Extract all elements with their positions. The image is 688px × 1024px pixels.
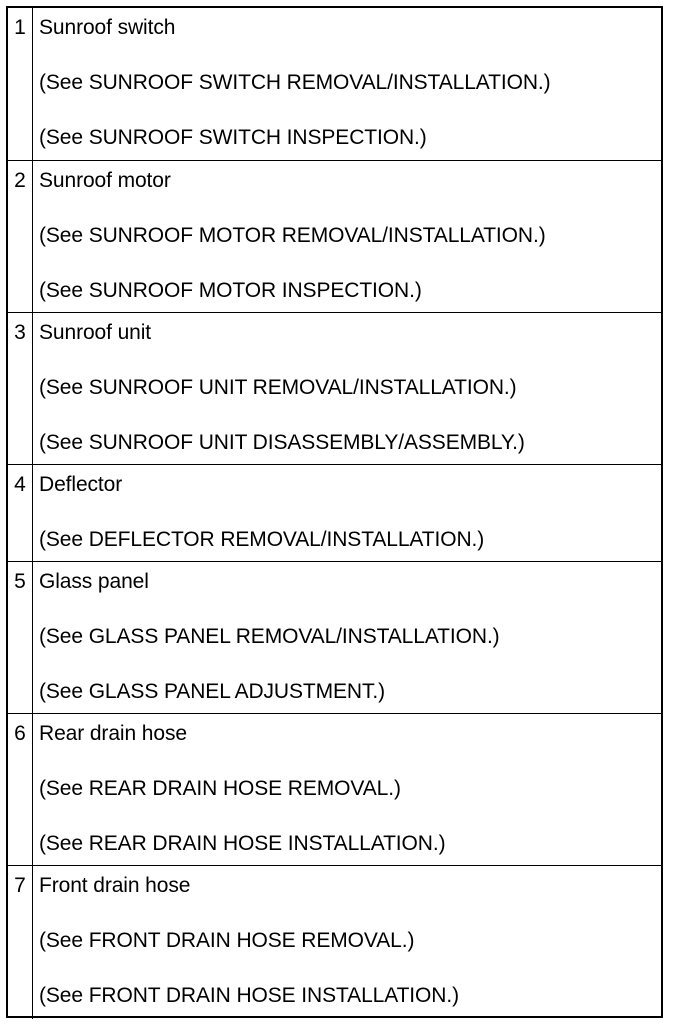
item-description <box>33 865 662 1019</box>
table-row <box>8 464 661 561</box>
item-reference-link[interactable]: (See SUNROOF UNIT REMOVAL/INSTALLATION.) <box>39 375 517 399</box>
table-row <box>8 865 661 1019</box>
item-description <box>33 312 662 464</box>
table-row <box>8 312 661 464</box>
item-name: Sunroof switch <box>39 16 176 39</box>
item-reference-link[interactable]: (See DEFLECTOR REMOVAL/INSTALLATION.) <box>39 527 485 551</box>
item-reference-link[interactable]: (See FRONT DRAIN HOSE REMOVAL.) <box>39 928 415 952</box>
parts-table <box>8 8 661 1019</box>
item-reference-link[interactable]: (See SUNROOF SWITCH REMOVAL/INSTALLATION.) <box>39 71 551 94</box>
item-name: Sunroof motor <box>39 168 171 192</box>
item-reference-link[interactable]: (See SUNROOF MOTOR INSPECTION.) <box>39 278 422 302</box>
item-name: Front drain hose <box>39 873 191 897</box>
table-row <box>8 713 661 865</box>
item-reference-link[interactable]: (See REAR DRAIN HOSE REMOVAL.) <box>39 776 401 800</box>
item-number: 4 <box>8 464 33 561</box>
item-description <box>33 160 662 312</box>
table-row <box>8 561 661 713</box>
item-number: 1 <box>8 8 33 160</box>
item-reference-link[interactable]: (See SUNROOF MOTOR REMOVAL/INSTALLATION.) <box>39 223 546 247</box>
item-reference-link[interactable]: (See SUNROOF SWITCH INSPECTION.) <box>39 126 427 149</box>
item-number: 5 <box>8 561 33 713</box>
item-number: 3 <box>8 312 33 464</box>
item-name: Sunroof unit <box>39 320 152 344</box>
item-reference-link[interactable]: (See GLASS PANEL ADJUSTMENT.) <box>39 679 386 703</box>
item-name: Deflector <box>39 472 123 496</box>
item-number: 6 <box>8 713 33 865</box>
item-name: Glass panel <box>39 569 149 593</box>
item-description <box>33 561 662 713</box>
item-description <box>33 713 662 865</box>
item-reference-link[interactable]: (See GLASS PANEL REMOVAL/INSTALLATION.) <box>39 624 500 648</box>
item-reference-link[interactable]: (See SUNROOF UNIT DISASSEMBLY/ASSEMBLY.) <box>39 430 525 454</box>
item-reference-link[interactable]: (See FRONT DRAIN HOSE INSTALLATION.) <box>39 983 459 1007</box>
table-row <box>8 8 661 160</box>
parts-table-frame <box>6 6 663 1018</box>
item-reference-link[interactable]: (See REAR DRAIN HOSE INSTALLATION.) <box>39 831 446 855</box>
item-description <box>33 8 662 160</box>
table-row <box>8 160 661 312</box>
item-number: 7 <box>8 865 33 1019</box>
item-description <box>33 464 662 561</box>
item-number: 2 <box>8 160 33 312</box>
item-name: Rear drain hose <box>39 721 187 745</box>
